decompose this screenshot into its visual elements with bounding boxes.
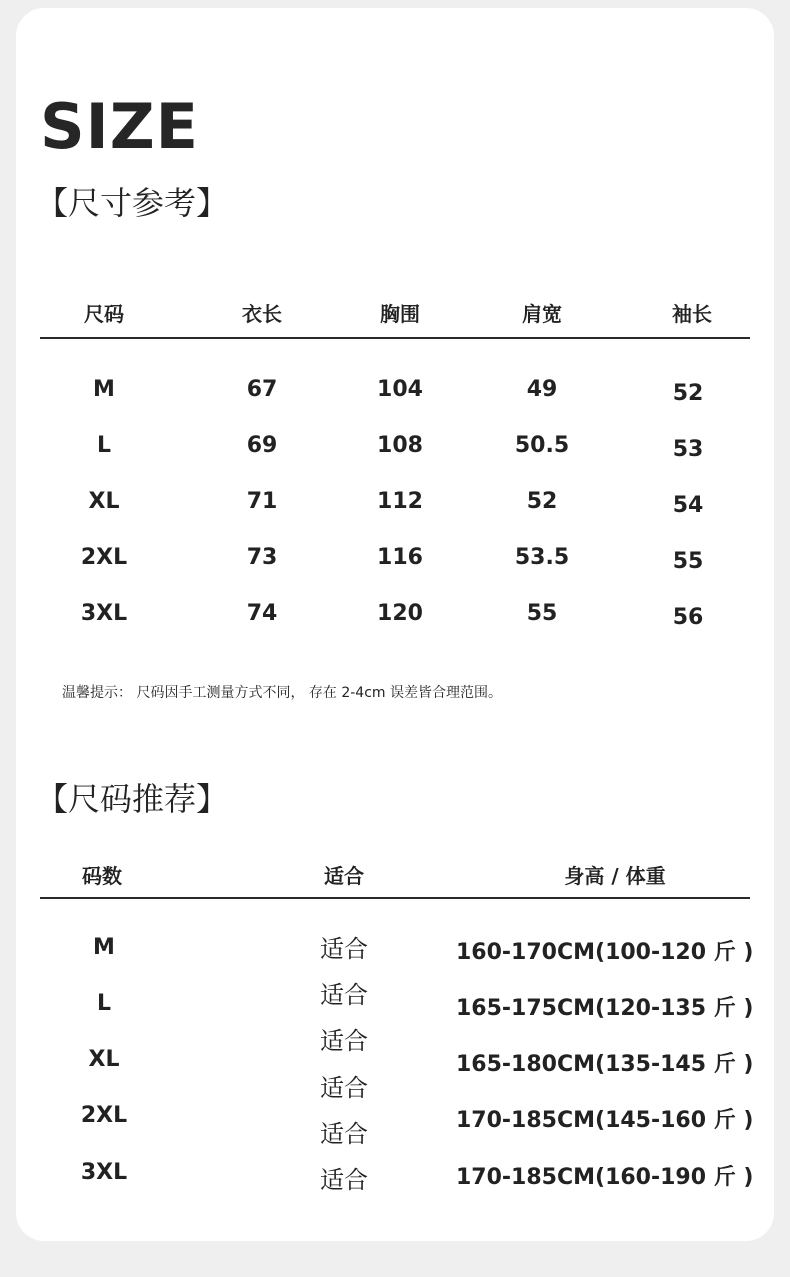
table-cell: 108 — [377, 433, 423, 458]
table-cell: 2XL — [80, 545, 128, 570]
size-reference-title: 【尺寸参考】 — [36, 184, 229, 222]
page-title: SIZE — [40, 90, 200, 163]
table-cell: M — [93, 935, 115, 960]
table-divider — [40, 897, 750, 899]
height-weight-range: 160-170CM(100-120 斤 ) — [456, 940, 754, 965]
table-cell: 56 — [672, 605, 704, 630]
fit-label: 适合 — [320, 1166, 368, 1194]
table-cell: 53 — [672, 437, 704, 462]
table-divider — [40, 337, 750, 339]
table-cell: 67 — [246, 377, 278, 402]
table-cell: 50.5 — [514, 433, 570, 458]
table-cell: 3XL — [80, 1160, 128, 1185]
table-cell: 112 — [377, 489, 423, 514]
header-chest: 胸围 — [380, 302, 420, 326]
header-height-weight: 身高 / 体重 — [564, 864, 666, 888]
table-cell: 2XL — [80, 1103, 128, 1128]
table-cell: 3XL — [80, 601, 128, 626]
measurement-note: 温馨提示： 尺码因手工测量方式不同， 存在 2-4cm 误差皆合理范围。 — [62, 685, 503, 701]
size-recommendation-title: 【尺码推荐】 — [36, 780, 229, 818]
table-cell: L — [96, 991, 112, 1016]
fit-label: 适合 — [320, 1074, 368, 1102]
table-cell: XL — [88, 489, 120, 514]
table-cell: 104 — [377, 377, 423, 402]
table-cell: 52 — [672, 381, 704, 406]
header-sleeve: 袖长 — [672, 302, 712, 326]
height-weight-range: 170-185CM(160-190 斤 ) — [456, 1165, 754, 1190]
fit-label: 适合 — [320, 1027, 368, 1055]
header-size-code: 码数 — [82, 864, 122, 888]
header-length: 衣长 — [242, 302, 282, 326]
height-weight-range: 165-175CM(120-135 斤 ) — [456, 996, 754, 1021]
table-cell: 54 — [672, 493, 704, 518]
table-cell: 69 — [246, 433, 278, 458]
table-cell: 53.5 — [514, 545, 570, 570]
header-fit: 适合 — [324, 864, 364, 888]
table-cell: 73 — [246, 545, 278, 570]
table-cell: 55 — [526, 601, 558, 626]
table-cell: 71 — [246, 489, 278, 514]
height-weight-range: 165-180CM(135-145 斤 ) — [456, 1052, 754, 1077]
fit-label: 适合 — [320, 1120, 368, 1148]
header-shoulder: 肩宽 — [522, 302, 562, 326]
table-cell: 74 — [246, 601, 278, 626]
table-cell: 116 — [377, 545, 423, 570]
header-size: 尺码 — [84, 302, 124, 326]
table-cell: 120 — [377, 601, 423, 626]
table-cell: M — [93, 377, 115, 402]
table-cell: 49 — [526, 377, 558, 402]
table-cell: XL — [88, 1047, 120, 1072]
fit-label: 适合 — [320, 981, 368, 1009]
table-cell: L — [96, 433, 112, 458]
table-cell: 55 — [672, 549, 704, 574]
height-weight-range: 170-185CM(145-160 斤 ) — [456, 1108, 754, 1133]
table-cell: 52 — [526, 489, 558, 514]
fit-label: 适合 — [320, 935, 368, 963]
